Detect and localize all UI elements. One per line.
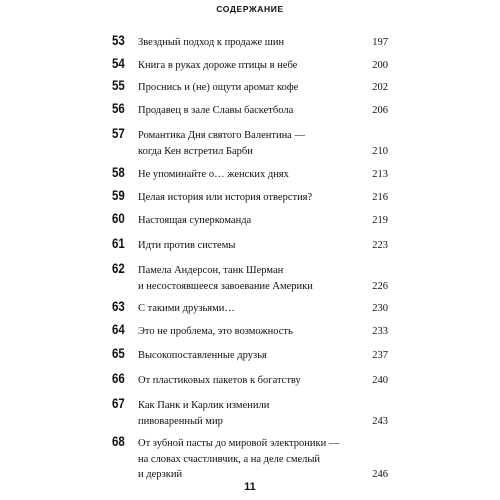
chapter-number: 57 xyxy=(112,125,125,141)
chapter-title: Проснись и (не) ощути аромат кофе xyxy=(138,82,299,93)
chapter-title: От зубной пасты до мировой электроники — на словах счастливчик, а на деле смелый и дерзкий xyxy=(138,438,340,480)
chapter-page: 237 xyxy=(372,350,388,361)
chapter-number: 54 xyxy=(112,55,125,71)
chapter-page: 210 xyxy=(372,145,388,157)
chapter-title: Целая история или история отверстия? xyxy=(138,192,313,203)
chapter-page: 213 xyxy=(372,169,388,180)
chapter-page: 197 xyxy=(372,37,388,48)
chapter-title: Это не проблема, это возможность xyxy=(138,326,293,337)
chapter-number: 64 xyxy=(112,321,125,337)
chapter-number: 67 xyxy=(112,395,125,411)
chapter-number: 56 xyxy=(112,100,125,116)
chapter-number: 59 xyxy=(112,187,125,203)
chapter-title: Романтика Дня святого Валентина — когда Кен встретил Барби xyxy=(138,130,305,157)
chapter-page: 219 xyxy=(372,215,388,226)
chapter-title: Не упоминайте о… женских днях xyxy=(138,169,289,180)
chapter-title: Высокопоставленные друзья xyxy=(138,350,267,361)
chapter-page: 230 xyxy=(372,303,388,314)
chapter-title: Книга в руках дороже птицы в небе xyxy=(138,60,298,71)
chapter-title: От пластиковых пакетов к богатству xyxy=(138,375,301,386)
chapter-title: Идти против системы xyxy=(138,240,236,251)
chapter-number: 68 xyxy=(112,433,125,449)
chapter-title: Как Панк и Карлик изменили пивоваренный мир xyxy=(138,400,270,427)
chapter-page: 233 xyxy=(372,326,388,337)
chapter-page: 200 xyxy=(372,60,388,71)
chapter-page: 206 xyxy=(372,105,388,116)
chapter-number: 55 xyxy=(112,77,125,93)
chapter-title: Продавец в зале Славы баскетбола xyxy=(138,105,294,116)
chapter-number: 62 xyxy=(112,260,125,276)
chapter-title: Настоящая суперкоманда xyxy=(138,215,252,226)
chapter-page: 246 xyxy=(372,469,388,480)
chapter-number: 53 xyxy=(112,32,125,48)
chapter-number: 65 xyxy=(112,345,125,361)
chapter-title: Звездный подход к продаже шин xyxy=(138,37,285,48)
chapter-page: 216 xyxy=(372,192,388,203)
chapter-page: 240 xyxy=(372,375,388,386)
chapter-title: С такими друзьями… xyxy=(138,303,235,314)
page-header: СОДЕРЖАНИЕ xyxy=(216,4,284,14)
chapter-number: 63 xyxy=(112,298,125,314)
chapter-number: 66 xyxy=(112,370,125,386)
chapter-number: 60 xyxy=(112,210,125,226)
chapter-number: 61 xyxy=(112,235,125,251)
chapter-page: 243 xyxy=(372,415,388,427)
chapter-title: Памела Андерсон, танк Шерман и несостоявшееся завоевание Америки xyxy=(138,265,313,292)
chapter-page: 223 xyxy=(372,240,388,251)
chapter-page: 202 xyxy=(372,82,388,93)
chapter-number: 58 xyxy=(112,164,125,180)
page-number: 11 xyxy=(244,481,256,493)
chapter-page: 226 xyxy=(372,280,388,292)
